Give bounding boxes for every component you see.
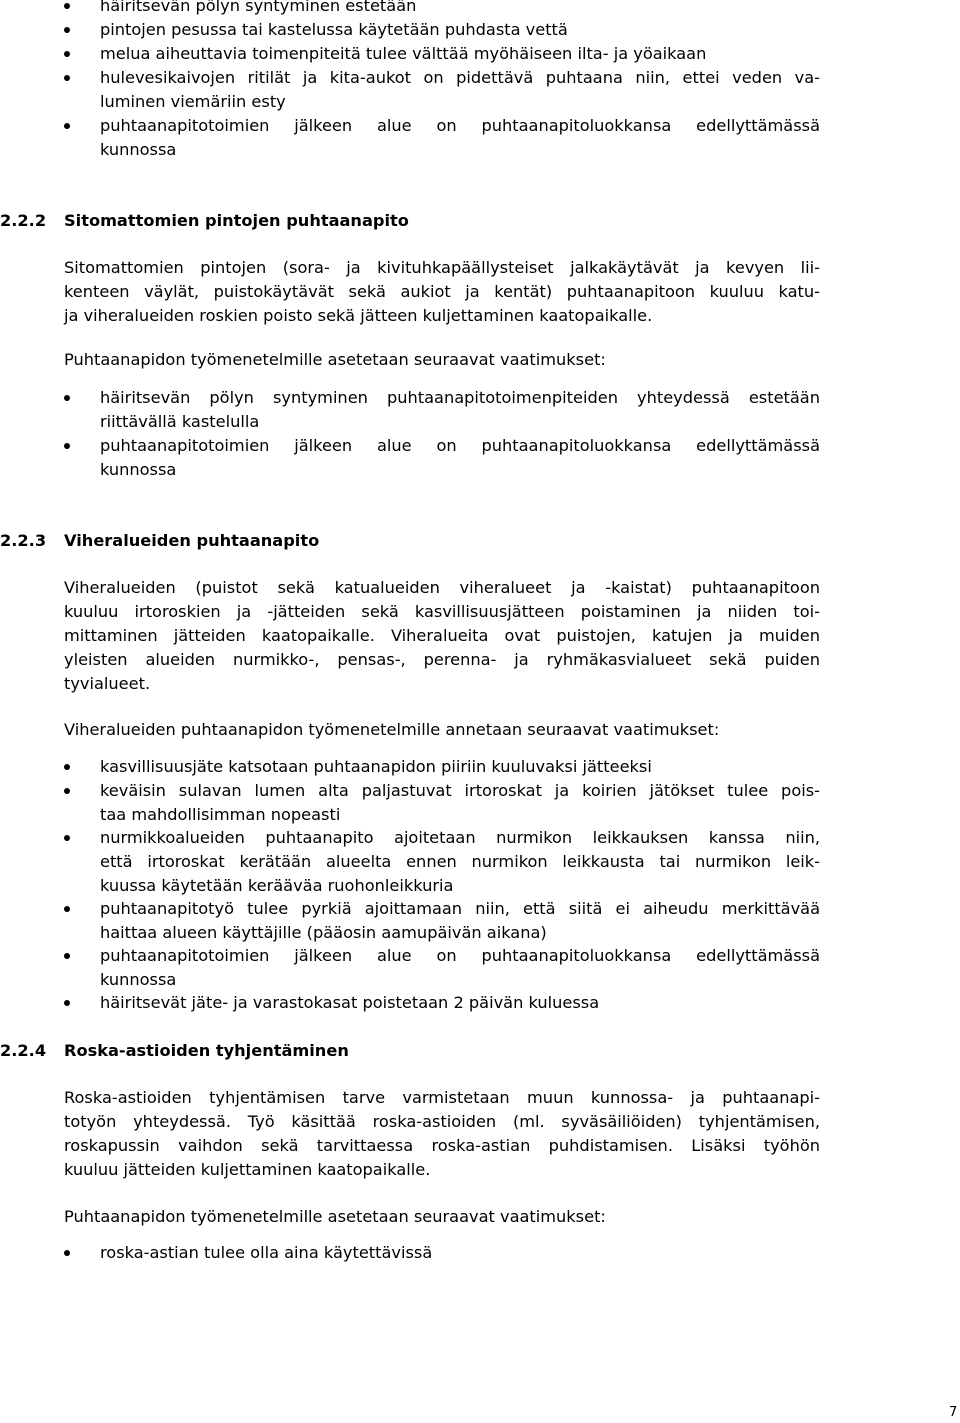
list-item-line: keväisin sulavan lumen alta paljastuvat irtoroskat ja koirien jätökset tulee pois-	[100, 781, 820, 800]
list-item-line: kunnossa	[100, 460, 177, 479]
list-item-line: roska-astian tulee olla aina käytettävissä	[100, 1243, 433, 1262]
list-item-line: kuussa käytetään kerääväa ruohonleikkuria	[100, 876, 454, 895]
list-item-line: puhtaanapitotyö tulee pyrkiä ajoittamaan niin, että siitä ei aiheudu merkittävää	[100, 899, 820, 918]
bullet-dot	[64, 443, 70, 449]
paragraph-line: Roska-astioiden tyhjentämisen tarve varmistetaan muun kunnossa- ja puhtaanapi-	[64, 1088, 820, 1107]
list-item-line: riittävällä kastelulla	[100, 412, 260, 431]
section-title: Sitomattomien pintojen puhtaanapito	[64, 211, 409, 230]
list-item-line: häiritsevän pölyn syntyminen puhtaanapitotoimenpiteiden yhteydessä estetään	[100, 388, 820, 407]
list-item-line: puhtaanapitotoimien jälkeen alue on puhtaanapitoluokkansa edellyttämässä	[100, 116, 820, 135]
list-item-line: nurmikkoalueiden puhtaanapito ajoitetaan nurmikon leikkauksen kanssa niin,	[100, 828, 820, 847]
section-number: 2.2.3	[0, 531, 47, 550]
bullet-dot	[64, 3, 70, 9]
requirements-intro: Puhtaanapidon työmenetelmille asetetaan seuraavat vaatimukset:	[64, 350, 606, 369]
list-item-line: kasvillisuusjäte katsotaan puhtaanapidon piiriin kuuluvaksi jätteeksi	[100, 757, 652, 776]
bullet-dot	[64, 1000, 70, 1006]
bullet-dot	[64, 1250, 70, 1256]
paragraph-line: kuuluu irtoroskien ja -jätteiden sekä kasvillisuusjätteen poistaminen ja niiden toi-	[64, 602, 820, 621]
paragraph-line: Sitomattomien pintojen (sora- ja kivituhkapäällysteiset jalkakäytävät ja kevyen lii-	[64, 258, 820, 277]
requirements-intro: Viheralueiden puhtaanapidon työmenetelmille annetaan seuraavat vaatimukset:	[64, 720, 720, 739]
bullet-dot	[64, 953, 70, 959]
section-title: Viheralueiden puhtaanapito	[64, 531, 320, 550]
section-title: Roska-astioiden tyhjentäminen	[64, 1041, 349, 1060]
list-item-line: pintojen pesussa tai kastelussa käytetään puhdasta vettä	[100, 20, 568, 39]
section-number: 2.2.2	[0, 211, 47, 230]
section-number: 2.2.4	[0, 1041, 47, 1060]
list-item-line: hulevesikaivojen ritilät ja kita-aukot on pidettävä puhtaana niin, ettei veden va-	[100, 68, 820, 87]
bullet-dot	[64, 75, 70, 81]
list-item-line: häiritsevät jäte- ja varastokasat poistetaan 2 päivän kuluessa	[100, 993, 600, 1012]
paragraph-line: kenteen väylät, puistokäytävät sekä aukiot ja kentät) puhtaanapitoon kuuluu katu-	[64, 282, 820, 301]
list-item-line: taa mahdollisimman nopeasti	[100, 805, 341, 824]
bullet-dot	[64, 906, 70, 912]
bullet-dot	[64, 835, 70, 841]
paragraph-line: ja viheralueiden roskien poisto sekä jätteen kuljettaminen kaatopaikalle.	[64, 306, 653, 325]
list-item-line: häiritsevän pölyn syntyminen estetään	[100, 0, 417, 15]
list-item-line: kunnossa	[100, 140, 177, 159]
bullet-dot	[64, 764, 70, 770]
list-item-line: kunnossa	[100, 970, 177, 989]
paragraph-line: tyvialueet.	[64, 674, 151, 693]
list-item-line: puhtaanapitotoimien jälkeen alue on puhtaanapitoluokkansa edellyttämässä	[100, 436, 820, 455]
paragraph-line: totyön yhteydessä. Työ käsittää roska-astioiden (ml. syväsäiliöiden) tyhjentämisen,	[64, 1112, 820, 1131]
paragraph-line: yleisten alueiden nurmikko-, pensas-, perenna- ja ryhmäkasvialueet sekä puiden	[64, 650, 820, 669]
bullet-dot	[64, 51, 70, 57]
list-item-line: luminen viemäriin esty	[100, 92, 286, 111]
list-item-line: haittaa alueen käyttäjille (pääosin aamupäivän aikana)	[100, 923, 547, 942]
list-item-line: melua aiheuttavia toimenpiteitä tulee välttää myöhäiseen ilta- ja yöaikaan	[100, 44, 707, 63]
bullet-dot	[64, 788, 70, 794]
requirements-intro: Puhtaanapidon työmenetelmille asetetaan seuraavat vaatimukset:	[64, 1207, 606, 1226]
paragraph-line: kuuluu jätteiden kuljettaminen kaatopaikalle.	[64, 1160, 431, 1179]
paragraph-line: mittaminen jätteiden kaatopaikalle. Viheralueita ovat puistojen, katujen ja muiden	[64, 626, 820, 645]
bullet-dot	[64, 395, 70, 401]
list-item-line: että irtoroskat kerätään alueelta ennen nurmikon leikkausta tai nurmikon leik-	[100, 852, 820, 871]
bullet-dot	[64, 27, 70, 33]
bullet-dot	[64, 123, 70, 129]
paragraph-line: roskapussin vaihdon sekä tarvittaessa roska-astian puhdistamisen. Lisäksi työhön	[64, 1136, 820, 1155]
list-item-line: puhtaanapitotoimien jälkeen alue on puhtaanapitoluokkansa edellyttämässä	[100, 946, 820, 965]
page-number: 7	[949, 1405, 958, 1420]
paragraph-line: Viheralueiden (puistot sekä katualueiden viheralueet ja -kaistat) puhtaanapitoon	[64, 578, 820, 597]
